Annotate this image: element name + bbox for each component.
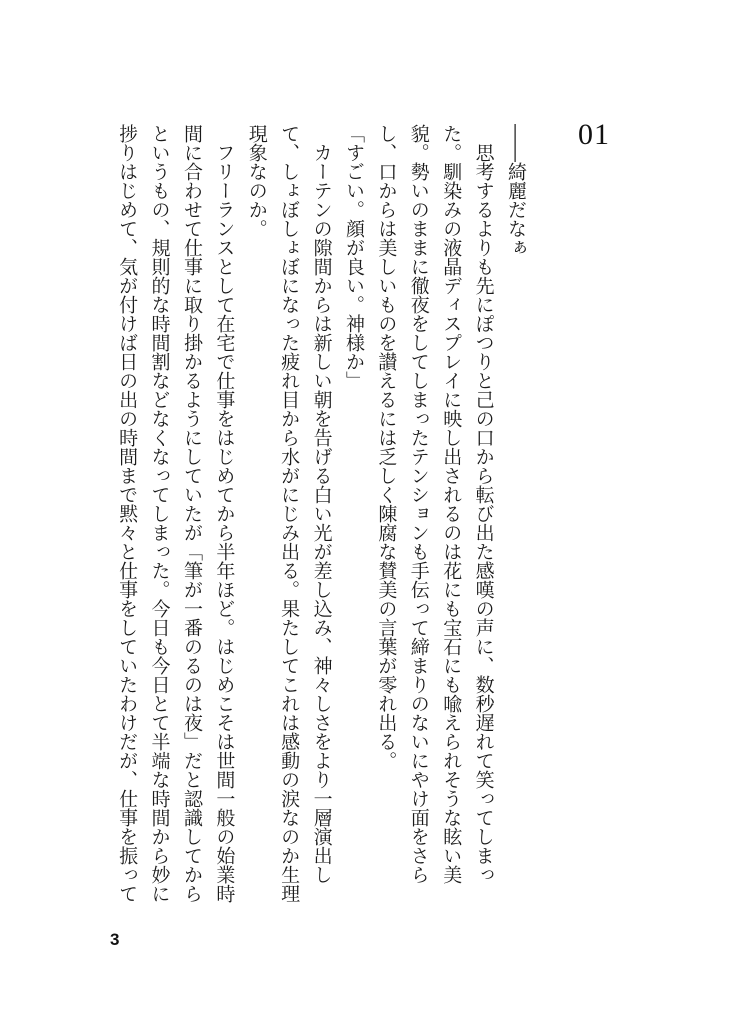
paragraph-2: カーテンの隙間からは新しい朝を告げる白い光が差し込み、神々しさをより一層演出して、しょぼしょぼになった疲れ目から水がにじみ出る。果たしてこれは感動の涙なのか生理現象なのか。 bbox=[245, 124, 333, 903]
paragraph-1: 思考するよりも先にぽつりと己の口から転び出た感嘆の声に、数秒遅れて笑ってしまった。馴染みの液晶ディスプレイに映し出されるのは花にも宝石にも喩えられそうな眩い美貌。勢いのままに徹夜をしてしまったテンションも手伝って締まりのないにやけ面をさらし、口からは美しいものを讃えるには乏しく陳腐な賛美の言葉が零れ出る。 bbox=[375, 124, 495, 884]
chapter-number: 01 bbox=[578, 118, 610, 151]
body-text bbox=[102, 124, 532, 914]
paragraph-dialogue-1: ――綺麗だなぁ bbox=[505, 124, 527, 257]
paragraph-3: フリーランスとして在宅で仕事をはじめてから半年ほど。はじめこそは世間一般の始業時間に合わせて仕事に取り掛かるようにしていたが「筆が一番のるのは夜」だと認識してからというもの、規則的な時間割などなくなってしまった。今日も今日とて半端な時間から妙に捗りはじめて、気が付けば日の出の時間まで黙々と仕事をしていたわけだが、仕事を振って bbox=[116, 124, 236, 903]
page-number: 3 bbox=[110, 930, 120, 949]
paragraph-dialogue-2: 「すごい。顔が良い。神様か」 bbox=[342, 124, 365, 390]
